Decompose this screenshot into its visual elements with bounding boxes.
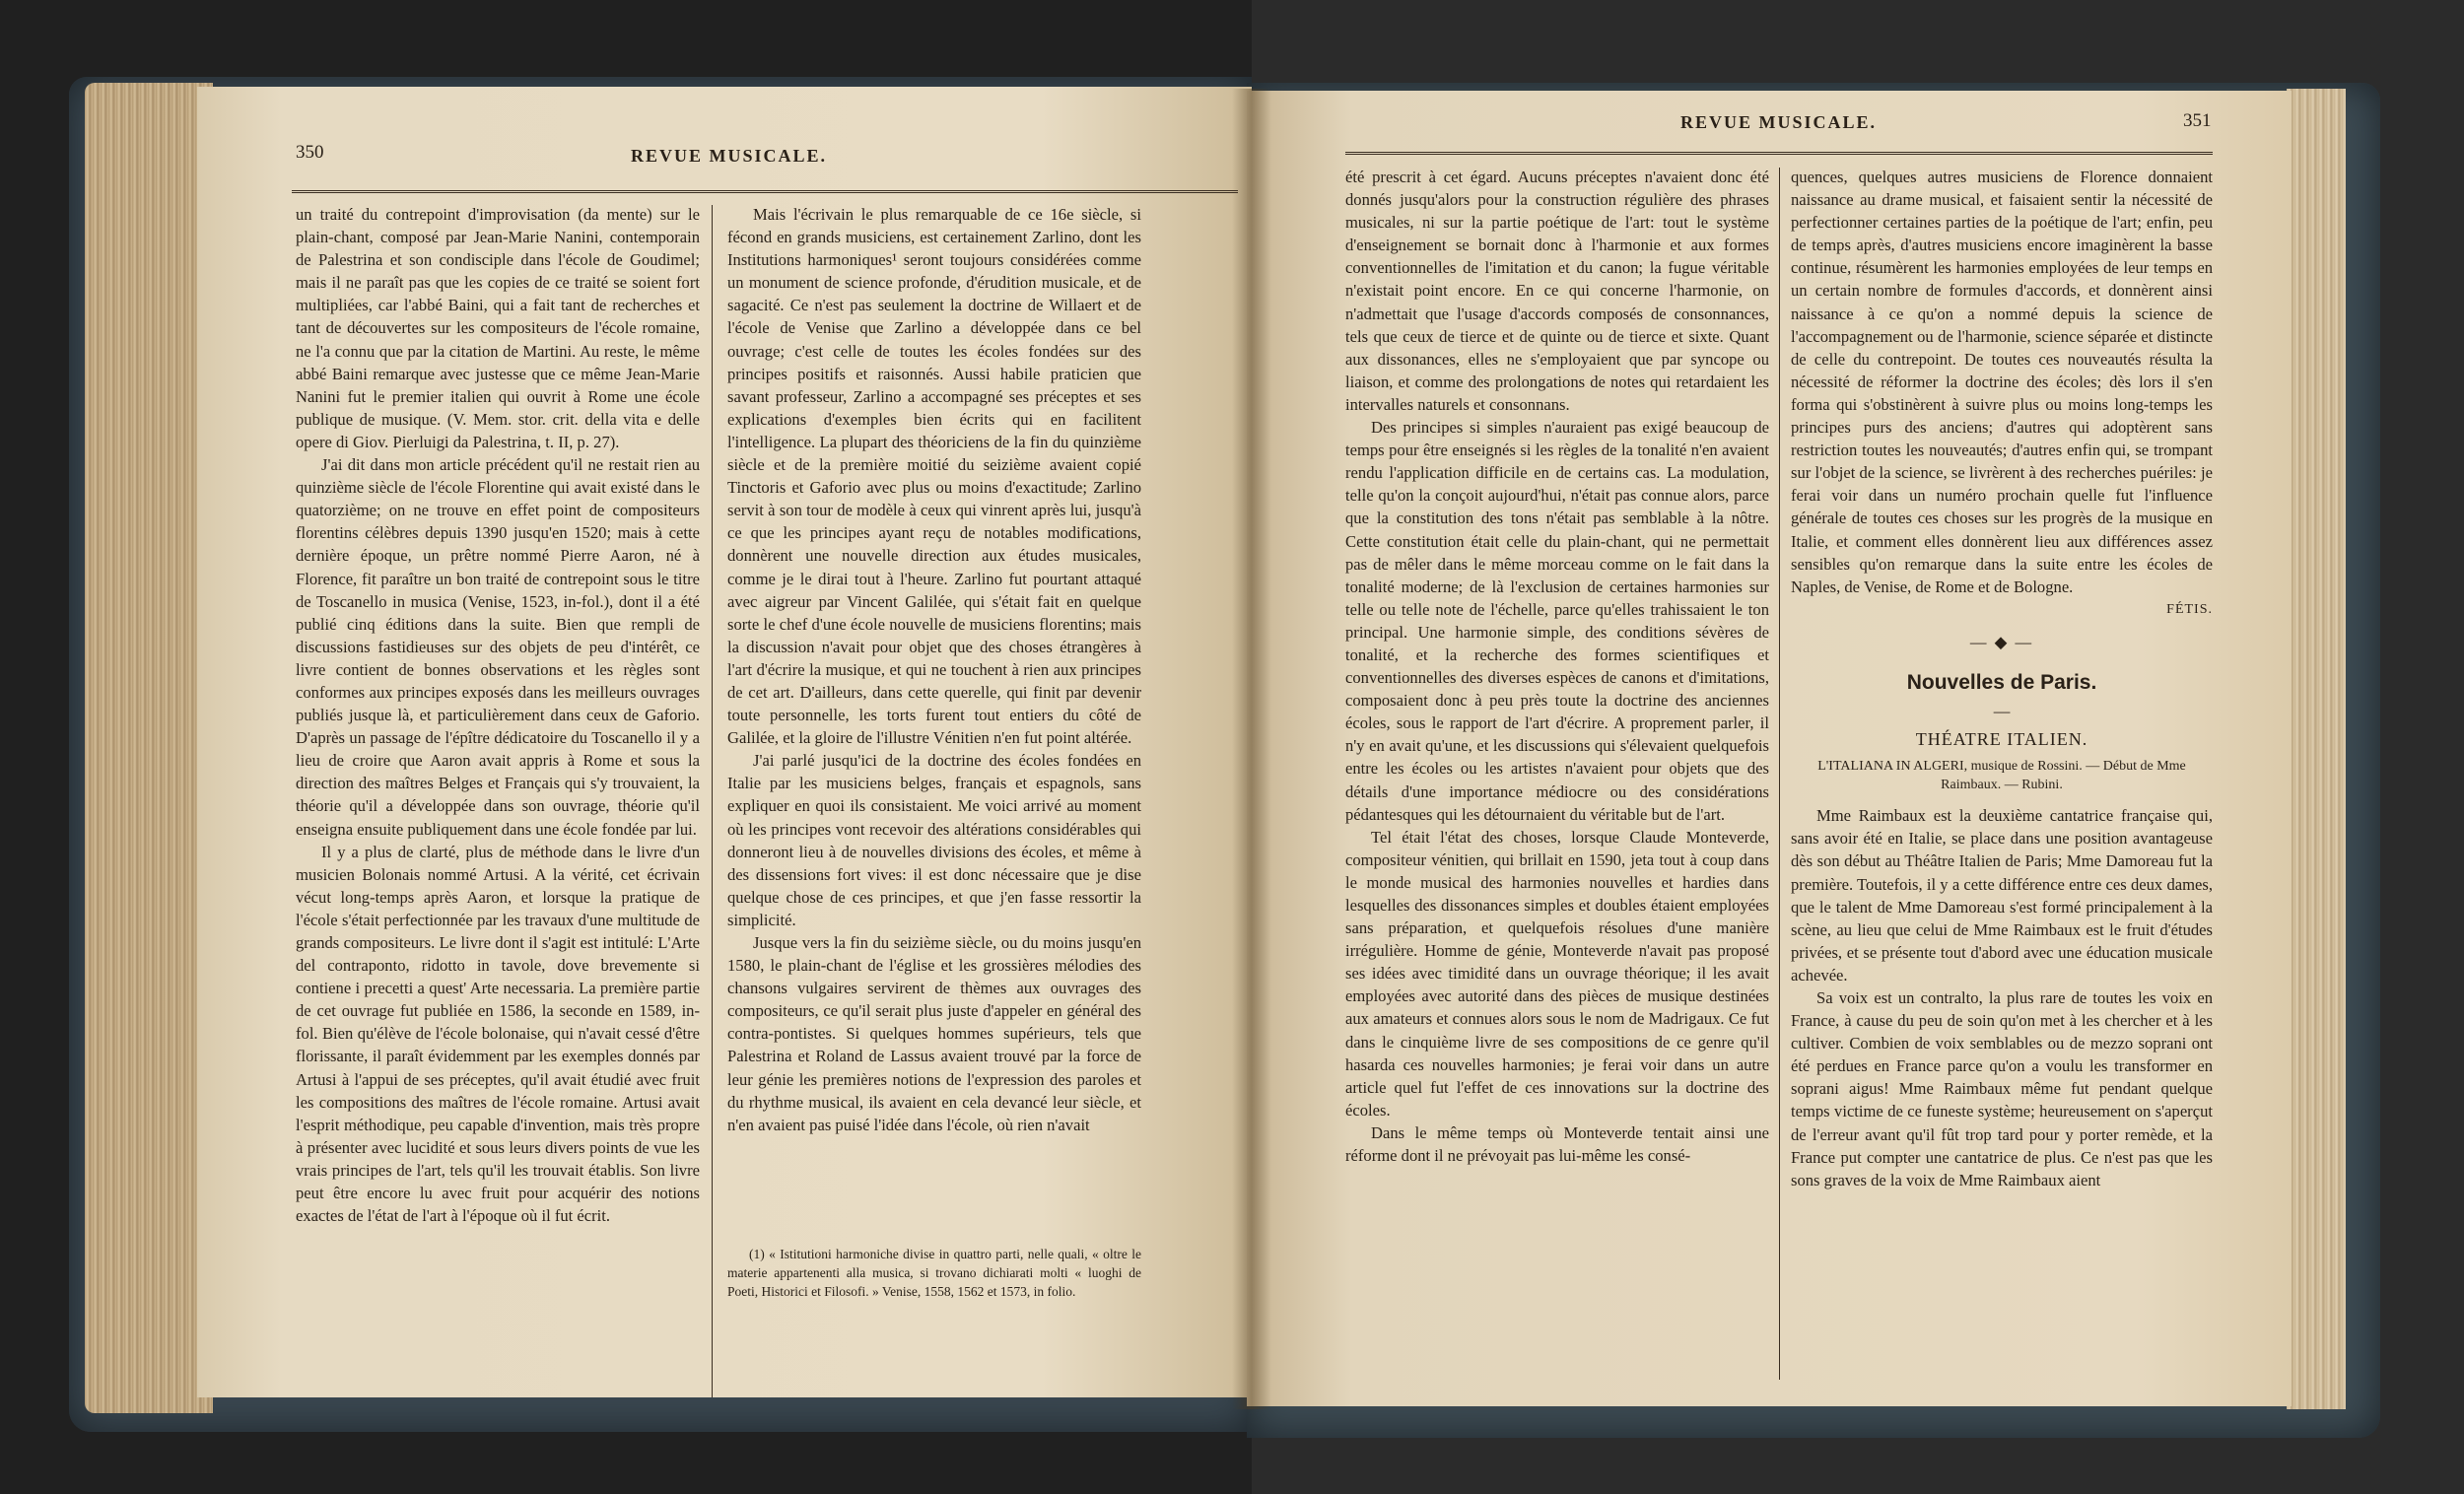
paragraph: Dans le même temps où Monteverde tentait ainsi une réforme dont il ne prévoyait pas lui-même les consé- (1345, 1122, 1769, 1166)
book-gutter (1232, 89, 1271, 1409)
column-rule (712, 205, 713, 1397)
paragraph: Sa voix est un contralto, la plus rare de toutes les voix en France, à cause du peu de soin qu'on met à les chercher et à les cultiver. Combien de voix semblables ou de mezzo soprani ont été perdues en France parce qu'on a voulu les transformer en soprani aigus! Mme Raimbaux même fut pendant quelque temps victime de ce funeste système; heureusement on s'aperçut de l'erreur avant qu'il fût trop tard pour y porter remède, et la France put compter une cantatrice de plus. Ce n'est pas que les sons graves de la voix de Mme Raimbaux aient (1791, 988, 2213, 1189)
footnote (727, 1245, 1141, 1301)
paragraph: Jusque vers la fin du seizième siècle, ou du moins jusqu'en 1580, le plain-chant de l'église et les grossières mélodies des chansons vulgaires servirent de thèmes aux ouvrages des compositeurs, ce qu'il serait plus juste d'appeler en général des contra-pontistes. Si quelques hommes supérieurs, tels que Palestrina et Roland de Lassus avaient trouvé par la force de leur génie les premières notions de l'expression des paroles et du rhythme musical, ils avaient en cela devancé leur siècle, et n'en avaient pas puisé l'idée dans l'école, où rien n'avait (727, 933, 1141, 1134)
running-head: REVUE MUSICALE. (1680, 112, 1878, 132)
page-number: 351 (2183, 110, 2212, 131)
page-edges-left (85, 83, 213, 1413)
play-note: L'ITALIANA IN ALGERI, musique de Rossini. — Début de Mme Raimbaux. — Rubini. (1817, 759, 2186, 793)
header-rule (292, 190, 1238, 193)
paragraph: été prescrit à cet égard. Aucuns préceptes n'avaient donc été donnés jusqu'alors pour la construction régulière des phrases musicales, ni sur la partie poétique de l'art: tout le système d'enseignement se bornait donc à l'harmonie et aux formes conventionnelles de l'imitation et du canon; la fugue véritable n'existait point encore. En ce qui concerne l'harmonie, on n'admettait que l'usage d'accords composés de consonnances, tels que ceux de tierce et de quinte ou de tierce et sixte. Quant aux dissonances, elles ne s'employaient que par syncope ou liaison, et comme des prolongations de notes qui retardaient les intervalles naturels et consonnans. (1345, 168, 1769, 414)
running-head: REVUE MUSICALE. (631, 146, 828, 166)
paragraph: quences, quelques autres musiciens de Florence donnaient naissance au drame musical, et faisaient sentir la nécessité de perfectionner certaines parties de la poétique de l'art; enfin, peu de temps après, d'autres musiciens encore imaginèrent la basse continue, résumèrent les harmonies employées de leur temps en un certain nombre de formules d'accords, et donnèrent ainsi naissance à ce qu'on a nommé depuis la science de l'accompagnement ou de l'harmonie, science séparée et distincte de celle du contrepoint. De toutes ces nouveautés résulta la nécessité de réformer la doctrine des écoles; dès lors il s'en forma qui s'obstinèrent à suivre plus ou moins long-temps les principes purs des anciens; d'autres qui adoptèrent sans restriction toutes les nouveautés; d'autres enfin qui, se trompant sur l'objet de la science, se livrèrent à des recherches puériles: je ferai voir dans un numéro prochain quelle fut l'influence générale de toutes ces choses sur les progrès de la musique en Italie, et comment elles donnèrent lieu aux différences assez sensibles qu'on remarque dans la suite entre les écoles de Naples, de Venise, de Rome et de Bologne. (1791, 168, 2213, 596)
column-1 (1345, 166, 1769, 1167)
page-edges-right (2287, 89, 2346, 1409)
header-rule (1345, 152, 2213, 155)
paragraph: un traité du contrepoint d'improvisation (da mente) sur le plain-chant, composé par Jean-Marie Nanini, contemporain de Palestrina et son condisciple dans l'école de Goudimel; mais il ne paraît pas que les copies de ce traité se soient fort multipliées, car l'abbé Baini, qui a fait tant de recherches et tant de découvertes sur les compositeurs de l'école romaine, ne l'a connu que par la citation de Martini. Au reste, le même abbé Baini remarque avec justesse que ce même Jean-Marie Nanini fut le premier italien qui ouvrit à Rome une école publique de musique. (V. Mem. stor. crit. della vita e delle opere di Giov. Pierluigi da Palestrina, t. II, p. 27). (296, 205, 700, 451)
column-rule (1779, 168, 1780, 1380)
page-number: 350 (296, 142, 324, 163)
section-title: Nouvelles de Paris. (1906, 670, 2097, 694)
signature: FÉTIS. (2166, 601, 2213, 617)
paragraph: Mme Raimbaux est la deuxième cantatrice française qui, sans avoir été en Italie, se place dans une position avantageuse dès son début au Théâtre Italien de Paris; Mme Damoreau fut la première. Toutefois, il y a cette différence entre ces deux dames, que le talent de Mme Damoreau s'est formé principalement à la scène, au lieu que celui de Mme Raimbaux est le fruit d'études privées, et se présente tout d'abord avec une éducation musicale achevée. (1791, 806, 2213, 985)
paragraph: Mais l'écrivain le plus remarquable de ce 16e siècle, si fécond en grands musiciens, est certainement Zarlino, dont les Institutions harmoniques¹ seront toujours considérées comme un monument de science profonde, d'érudition musicale, et de sagacité. Ce n'est pas seulement la doctrine de Willaert et de l'école de Venise que Zarlino a développée dans ce bel ouvrage; c'est celle de toutes les écoles fondées sur des principes positifs et raisonnés. Aussi habile praticien que savant professeur, Zarlino a accompagné ses préceptes et ses explications d'exemples bien écrits qui en facilitent l'intelligence. La plupart des théoriciens de la fin du quinzième siècle et de la première moitié du seizième avaient copié Tinctoris et Gaforio avec plus ou moins d'exactitude; Zarlino servit à son tour de modèle à ceux qui vinrent après lui, jusqu'à ce que les principes ayant reçu de notables modifications, donnèrent une nouvelle direction aux études musicales, comme je le dirai tout à l'heure. Zarlino fut pourtant attaqué avec aigreur par Vincent Galilée, qui s'était fait en quelque sorte le chef d'une école nouvelle de musiciens florentins; mais la discussion n'avait pour objet que des choses étrangères à l'art d'écrire la musique, et qui ne touchent à rien aux principes de cet art. D'ailleurs, dans cette querelle, qui finit par devenir toute personnelle, les torts furent tout entiers du côté de Galilée, et la gloire de l'illustre Vénitien n'en fut point altérée. (727, 205, 1141, 748)
ornament-divider: — ◆ — (1969, 632, 2034, 651)
paragraph: Il y a plus de clarté, plus de méthode dans le livre d'un musicien Bolonais nommé Artusi. A la vérité, cet écrivain vécut long-temps après Aaron, et lorsque la pratique de l'école s'était perfectionnée par les travaux d'une multitude de grands compositeurs. Le livre dont il s'agit est intitulé: L'Arte del contraponto, ridotto in tavole, dove brevemente si contiene i precetti a quest' Arte necessaria. La première partie de cet ouvrage fut publiée en 1586, la seconde en 1589, in-fol. Bien qu'élève de l'école bolonaise, qui n'avait cessé d'être florissante, il paraît évidemment par les exemples donnés par Artusi à l'appui de ses préceptes, qu'il avait étudié avec fruit les compositions des maîtres de l'école romaine. Artusi avait l'esprit méthodique, peu capable d'invention, mais très propre à présenter avec lucidité et sous leurs divers points de vue les vrais principes de l'art, tels qu'il les trouvait établis. Son livre peut être encore lu avec fruit pour acquérir des notions exactes de l'état de l'art à l'époque où il fut écrit. (296, 842, 700, 1226)
theatre-heading: THÉATRE ITALIEN. (1915, 729, 2088, 750)
paragraph: J'ai dit dans mon article précédent qu'il ne restait rien au quinzième siècle de l'école Florentine qui avait existé dans le quatorzième; on ne trouve en effet point de compositeurs florentins célèbres depuis 1390 jusqu'en 1520; mais à cette dernière époque, un prêtre nommé Pierre Aaron, né à Florence, fit paraître un bon traité de contrepoint sous le titre de Toscanello in musica (Venise, 1523, in-fol.), dont il a été publié cinq éditions dans la suite. Bien que rempli de discussions fastidieuses sur des objets de peu d'intérêt, ce livre contient de bonnes observations et les règles sont conformes aux principes exposés dans les meilleurs ouvrages publiés jusque là, et particulièrement dans ceux de Gaforio. D'après un passage de l'épître dédicatoire du Toscanello il y a lieu de croire que Aaron avait appris à Rome et sous la direction des maîtres Belges et Français qui s'y trouvaient, la théorie qu'il a développée dans son ouvrage, théorie qu'il enseigna ensuite publiquement dans une école fondée par lui. (296, 455, 700, 839)
paragraph: Des principes si simples n'auraient pas exigé beaucoup de temps pour être enseignés si les règles de la tonalité n'en avaient rendu l'application difficile en de certains cas. La modulation, telle qu'on la conçoit aujourd'hui, n'était pas connue alors, parce que la constitution des tons n'était pas semblable à la nôtre. Cette constitution était celle du plain-chant, qui ne permettait pas de mêler dans le même morceau comme on le fait dans la tonalité moderne; de là l'exclusion de certaines harmonies sur telle ou telle note de l'échelle, parce qu'elles trahissaient le ton principal. Une harmonie simple, des conditions sévères de tonalité, et la recherche des formes scientifiques et conventionnelles des diverses espèces de canons et d'imitations, composaient donc à peu près toute la doctrine des anciennes écoles, sous le rapport de l'art d'écrire. A proprement parler, il n'y en avait qu'une, et les discussions qui s'élevaient quelquefois entre les écoles ou les artistes n'avaient pour objets que des détails d'une importance médiocre ou des considérations pédantesques qui les détournaient du véritable but de l'art. (1345, 418, 1769, 824)
paragraph: Tel était l'état des choses, lorsque Claude Monteverde, compositeur vénitien, qui brillait en 1590, jeta tout à coup dans le monde musical des harmonies nouvelles et hardies dans lesquelles des dissonances simples et doubles étaient employées sans préparation, et quelquefois résolues d'une manière irrégulière. Homme de génie, Monteverde n'avait pas proposé ses idées avec timidité dans un ouvrage théorique; il les avait employées avec autorité dans des pièces de musique destinées aux amateurs et connues alors sous le nom de Madrigaux. Ce fut dans le cinquième livre de ses compositions de ce genre qu'il hasarda ces nouvelles harmonies; je ferai voir dans un autre article quel fut l'effet de ces innovations sur la doctrine des écoles. (1345, 827, 1769, 1120)
column-2 (1791, 166, 2213, 1191)
right-page (1247, 91, 2292, 1406)
column-2 (727, 203, 1141, 1136)
left-page (197, 87, 1252, 1397)
column-1 (296, 203, 700, 1227)
dash-divider: — (1993, 702, 2011, 721)
paragraph: J'ai parlé jusqu'ici de la doctrine des écoles fondées en Italie par les musiciens belges, français et espagnols, sans expliquer en quoi ils consistaient. Me voici arrivé au moment où les principes vont recevoir des altérations considérables qui donneront lieu à de nouvelles divisions des écoles, et même à des dissensions fort vives: il est donc nécessaire que je dise quelque chose de ces principes, et que j'en fasse ressortir la simplicité. (727, 751, 1141, 929)
footnote-text: (1) « Istitutioni harmoniche divise in quattro parti, nelle quali, « oltre le materie appartenenti alla musica, si trovano dichiarati molti « luoghi de Poeti, Historici et Filosofi. » Venise, 1558, 1562 et 1573, in folio. (727, 1247, 1141, 1299)
